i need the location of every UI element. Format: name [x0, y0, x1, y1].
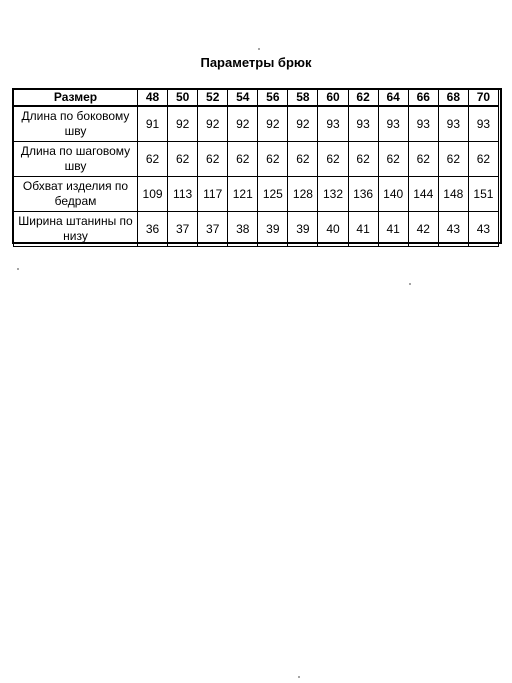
table-cell: 36	[138, 212, 168, 247]
table-cell: 125	[258, 177, 288, 212]
table-cell: 62	[438, 142, 468, 177]
header-label: Размер	[14, 90, 138, 107]
table-row	[14, 142, 499, 177]
table-cell: 117	[198, 177, 228, 212]
table-cell: 132	[318, 177, 348, 212]
table-cell: 43	[438, 212, 468, 247]
table-cell: 93	[468, 106, 498, 142]
table-row	[14, 106, 499, 142]
table-cell: 62	[198, 142, 228, 177]
table-cell: 39	[258, 212, 288, 247]
table-cell: 42	[408, 212, 438, 247]
size-header: 62	[348, 90, 378, 107]
table-cell: 93	[318, 106, 348, 142]
table-cell: 93	[378, 106, 408, 142]
table-cell: 151	[468, 177, 498, 212]
table-cell: 62	[288, 142, 318, 177]
table-cell: 62	[378, 142, 408, 177]
size-header: 60	[318, 90, 348, 107]
table-cell: 109	[138, 177, 168, 212]
table-cell: 92	[288, 106, 318, 142]
table-cell: 37	[168, 212, 198, 247]
table-cell: 62	[168, 142, 198, 177]
size-header: 52	[198, 90, 228, 107]
size-header: 70	[468, 90, 498, 107]
scan-speck	[258, 48, 260, 50]
size-header: 64	[378, 90, 408, 107]
size-header: 48	[138, 90, 168, 107]
row-label: Длина по шаговому шву	[14, 142, 138, 177]
scan-speck	[298, 676, 300, 678]
table-cell: 41	[378, 212, 408, 247]
table-cell: 38	[228, 212, 258, 247]
table-cell: 92	[258, 106, 288, 142]
table-header-row	[14, 90, 499, 107]
table-row	[14, 177, 499, 212]
table-cell: 39	[288, 212, 318, 247]
table-row	[14, 212, 499, 247]
size-header: 58	[288, 90, 318, 107]
row-label: Ширина штанины по низу	[14, 212, 138, 247]
table-cell: 62	[408, 142, 438, 177]
table-cell: 92	[168, 106, 198, 142]
table-cell: 37	[198, 212, 228, 247]
table-cell: 62	[468, 142, 498, 177]
table-cell: 113	[168, 177, 198, 212]
table-cell: 93	[408, 106, 438, 142]
scan-speck	[17, 268, 19, 270]
scan-speck	[409, 283, 411, 285]
table-cell: 140	[378, 177, 408, 212]
table-cell: 40	[318, 212, 348, 247]
table-cell: 62	[138, 142, 168, 177]
table-cell: 62	[258, 142, 288, 177]
table-cell: 144	[408, 177, 438, 212]
table-cell: 91	[138, 106, 168, 142]
size-header: 56	[258, 90, 288, 107]
page-title: Параметры брюк	[200, 55, 312, 70]
table-cell: 92	[198, 106, 228, 142]
size-header: 50	[168, 90, 198, 107]
table-cell: 128	[288, 177, 318, 212]
table-cell: 93	[438, 106, 468, 142]
size-header: 68	[438, 90, 468, 107]
table-cell: 136	[348, 177, 378, 212]
size-header: 54	[228, 90, 258, 107]
row-label: Длина по боковому шву	[14, 106, 138, 142]
table-cell: 43	[468, 212, 498, 247]
table-cell: 62	[348, 142, 378, 177]
table-cell: 62	[228, 142, 258, 177]
table-cell: 92	[228, 106, 258, 142]
table-cell: 121	[228, 177, 258, 212]
size-header: 66	[408, 90, 438, 107]
table-cell: 93	[348, 106, 378, 142]
table-cell: 148	[438, 177, 468, 212]
size-table	[13, 89, 499, 247]
table-cell: 62	[318, 142, 348, 177]
row-label: Обхват изделия по бедрам	[14, 177, 138, 212]
table-cell: 41	[348, 212, 378, 247]
